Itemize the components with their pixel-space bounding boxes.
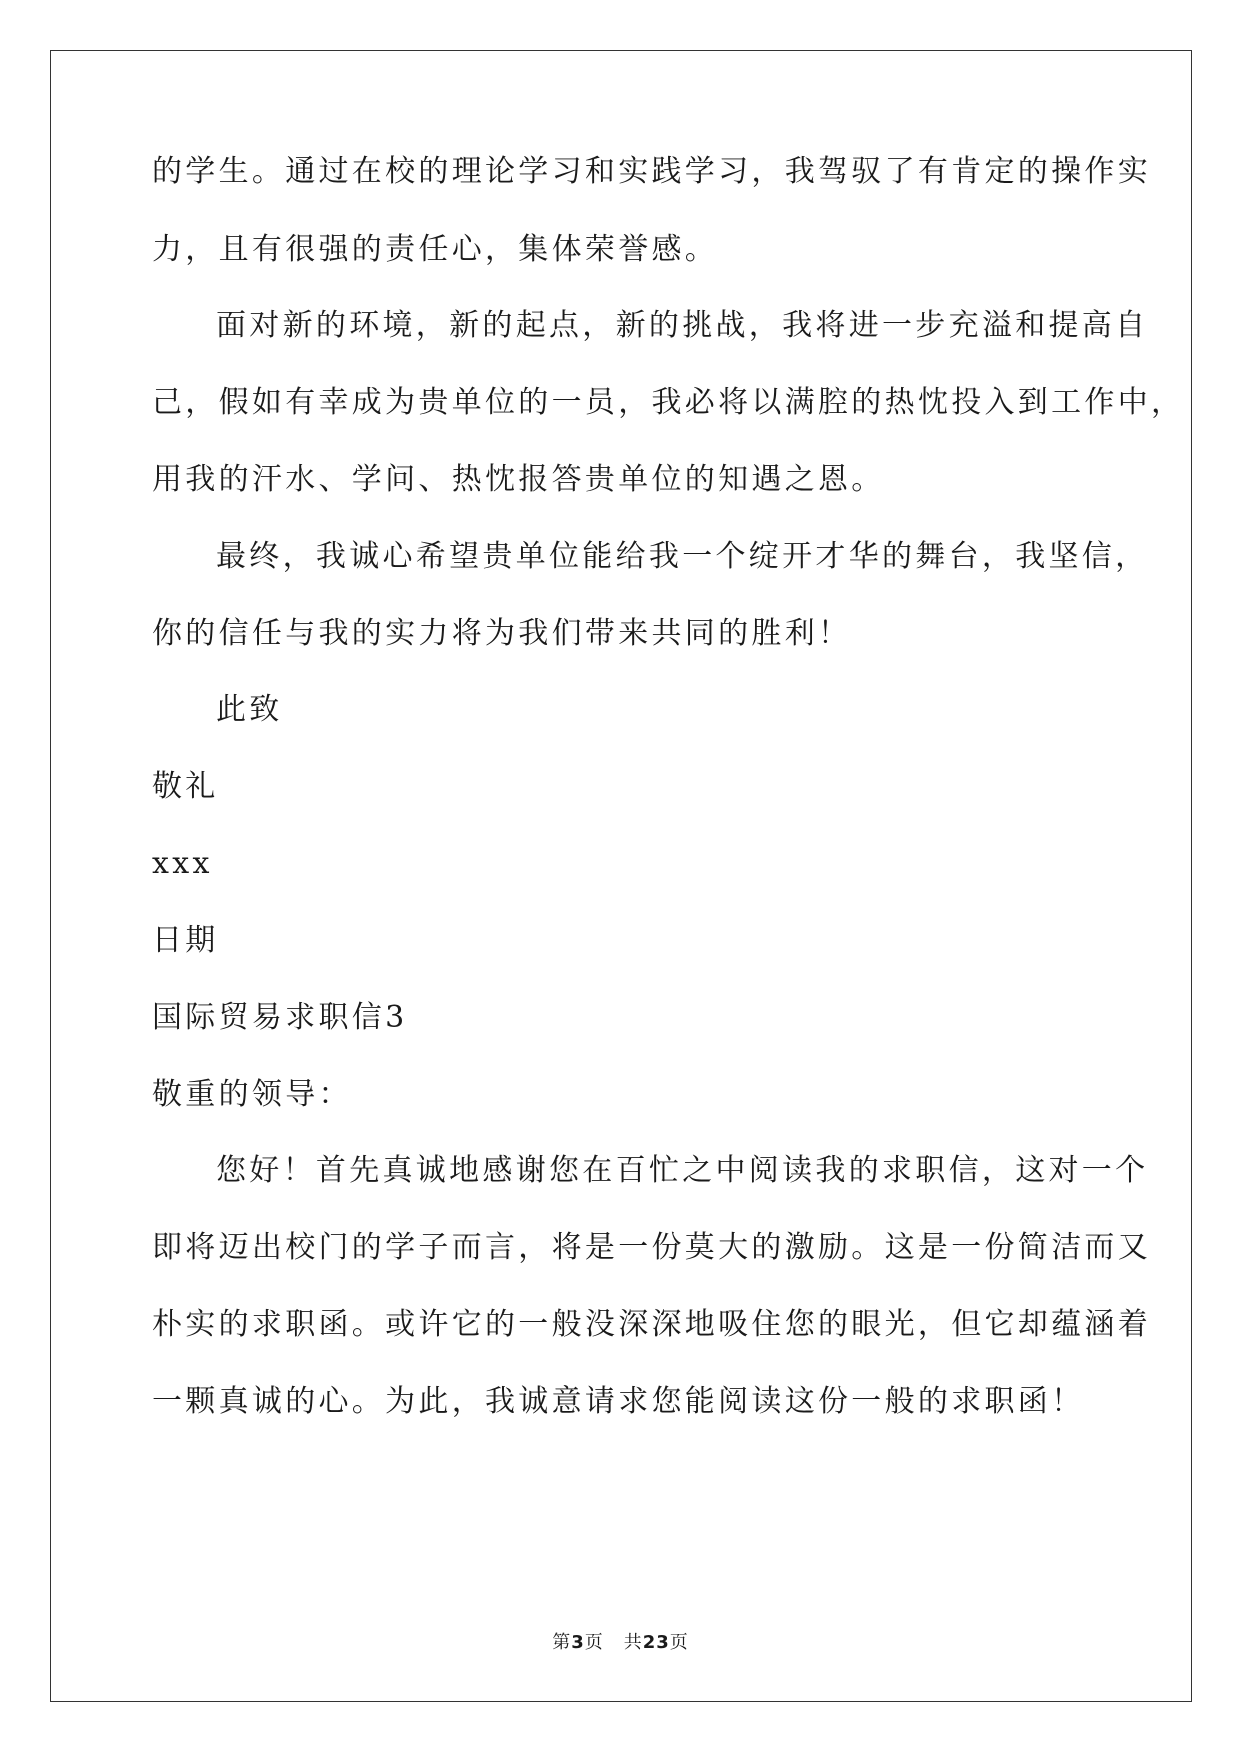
footer-total-pages: 23	[642, 1632, 670, 1653]
text-line: 的学生。通过在校的理论学习和实践学习，我驾驭了有肯定的操作实	[152, 154, 1151, 189]
text-line: 己，假如有幸成为贵单位的一员，我必将以满腔的热忱投入到工作中，	[152, 385, 1185, 420]
letter-greeting: 敬重的领导：	[152, 1077, 352, 1112]
page-border	[50, 50, 1192, 1702]
footer-total-suffix: 页	[669, 1632, 689, 1653]
paragraph-start: 面对新的环境，新的起点，新的挑战，我将进一步充溢和提高自	[216, 308, 1149, 343]
closing-regards: 敬礼	[152, 769, 219, 804]
footer-page-suffix: 页	[584, 1632, 604, 1653]
paragraph-start: 最终，我诚心希望贵单位能给我一个绽开才华的舞台，我坚信，	[216, 539, 1149, 574]
text-line: 即将迈出校门的学子而言，将是一份莫大的激励。这是一份简洁而又	[152, 1230, 1151, 1265]
footer-prefix: 第	[552, 1632, 572, 1653]
footer-total-prefix: 共	[623, 1632, 643, 1653]
footer-page-number: 3	[571, 1632, 585, 1653]
closing-salutation: 此致	[216, 692, 283, 727]
text-line: 朴实的求职函。或许它的一般没深深地吸住您的眼光，但它却蕴涵着	[152, 1307, 1151, 1342]
text-line: 你的信任与我的实力将为我们带来共同的胜利！	[152, 616, 852, 651]
signature-date: 日期	[152, 923, 219, 958]
text-line: 力，且有很强的责任心，集体荣誉感。	[152, 232, 719, 267]
text-line: 一颗真诚的心。为此，我诚意请求您能阅读这份一般的求职函！	[152, 1384, 1085, 1419]
signature-name: xxx	[152, 846, 213, 881]
page-footer	[0, 1631, 1241, 1655]
paragraph-start: 您好！首先真诚地感谢您在百忙之中阅读我的求职信，这对一个	[216, 1153, 1149, 1188]
text-line: 用我的汗水、学问、热忱报答贵单位的知遇之恩。	[152, 462, 885, 497]
section-title: 国际贸易求职信3	[152, 1000, 408, 1035]
